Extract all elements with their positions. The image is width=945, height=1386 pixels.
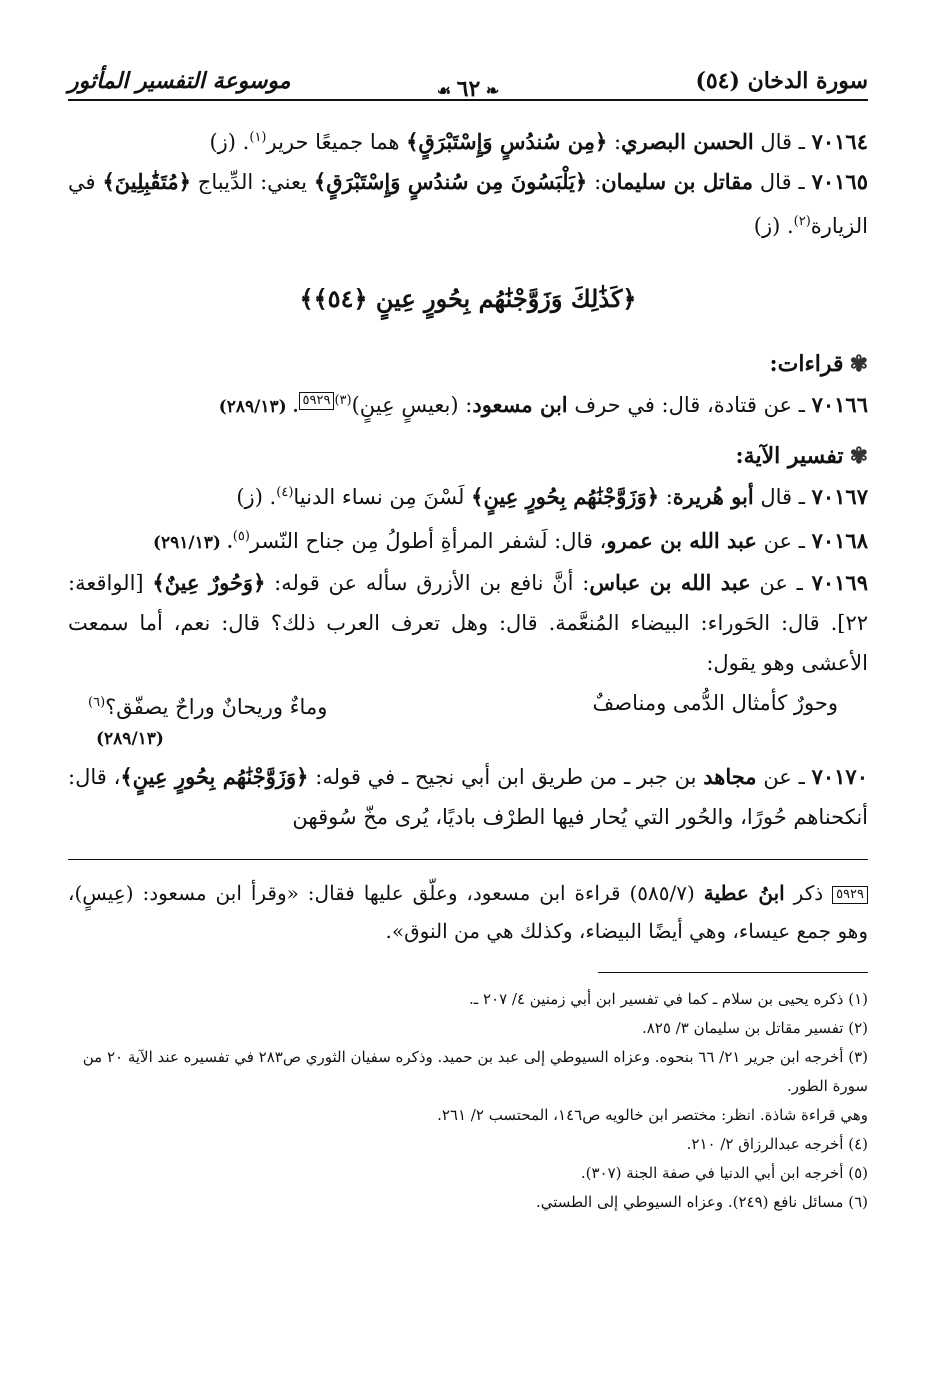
entry-70167: ٧٠١٦٧ ـ قال أبو هُريرة: ﴿وَزَوَّجْنَٰهُم بِحُورٍ عِينٍ﴾ لَسْنَ مِن نساء الدنيا$^{(٤)}$. (ز): [236, 484, 868, 509]
volume-ref: (٢٨٩/١٣): [96, 729, 164, 749]
entry-70166: ٧٠١٦٦ ـ عن قتادة، قال: في حرف ابن مسعود: (بعيسٍ عِينٍ)$^{(٣)}$٥٩٢٩. (٢٨٩/١٣): [218, 392, 868, 417]
quran-quote: ﴿وَزَوَّجْنَٰهُم بِحُورٍ عِينٍ﴾: [120, 764, 309, 789]
entry-70164: ٧٠١٦٤ ـ قال الحسن البصري: ﴿مِن سُندُسٍ وَإِسْتَبْرَقٍ﴾ هما جميعًا حرير$^{(١)}$. (ز): [209, 129, 868, 154]
footnote-ref: (٤): [276, 485, 294, 500]
footnote-ref: (٣): [334, 393, 352, 408]
section-readings: ✾قراءات:: [769, 351, 868, 377]
entry-70165: ٧٠١٦٥ ـ قال مقاتل بن سليمان: ﴿يَلْبَسُونَ مِن سُندُسٍ وَإِسْتَبْرَقٍ﴾ يعني: الدِّيباج ﴿مُتَقَٰبِلِينَ﴾ في الزيارة$^{(٢)}$. (ز): [68, 169, 868, 238]
page-number: ❧ ٦٢ ☙: [436, 76, 500, 102]
volume-ref: . (٢٨٩/١٣): [218, 397, 299, 417]
poem-first-hemistich: وحورٌ كأمثال الدُّمى ومناصفٌ: [592, 691, 838, 715]
footnote: (٢) تفسير مقاتل بن سليمان ٣/ ٨٢٥.: [641, 1019, 868, 1037]
footnote: (١) ذكره يحيى بن سلام ـ كما في تفسير ابن أبي زمنين ٤/ ٢٠٧ ـ.: [469, 990, 868, 1008]
footnote: (٣) أخرجه ابن جرير ٢١/ ٦٦ بنحوه. وعزاه السيوطي إلى عبد بن حميد. وذكره سفيان الثوري ص٢٨٣ في تفسيره عند الآية ٢٠ من سورة الطور.: [82, 1048, 868, 1095]
entry-70170: ٧٠١٧٠ ـ عن مجاهد بن جبر ـ من طريق ابن أبي نجيح ـ في قوله: ﴿وَزَوَّجْنَٰهُم بِحُورٍ عِينٍ﴾، قال: أنكحناهم حُورًا، والحُور التي يُحار فيها الطرْف باديًا، يُرى مخّ سُوقهن: [68, 764, 868, 829]
quran-verse: ﴿كَذَٰلِكَ وَزَوَّجْنَٰهُم بِحُورٍ عِينٍ ﴿٥٤﴾﴾: [299, 284, 637, 313]
quran-quote: ﴿وَحُورٌ عِينٌ﴾: [152, 570, 266, 595]
flower-icon: ✾: [849, 351, 868, 377]
flower-icon: ✾: [849, 443, 868, 469]
footnote-ref: (٥): [232, 529, 250, 544]
footnote: وهي قراءة شاذة. انظر: مختصر ابن خالويه ص١٤٦، المحتسب ٢/ ٢٦١.: [437, 1106, 868, 1124]
footnote-divider: [598, 972, 868, 973]
footnote-ref: (١): [249, 130, 267, 145]
editor-note: ٥٩٢٩ ذكر ابنُ عطية (٥٨٥/٧) قراءة ابن مسعود، وعلّق عليها فقال: «وقرأ ابن مسعود: (عِيسٍ)، وهو جمع عيساء، وهي أيضًا البيضاء، وكذلك هي من النوق».: [68, 881, 868, 943]
footnotes: [68, 985, 868, 1217]
ornament-icon: ❧: [480, 81, 500, 100]
quran-quote: ﴿وَزَوَّجْنَٰهُم بِحُورٍ عِينٍ﴾: [471, 484, 660, 509]
quran-quote: ﴿مِن سُندُسٍ وَإِسْتَبْرَقٍ﴾: [406, 129, 608, 154]
page: [68, 60, 868, 1217]
poem-second-hemistich: وماءٌ وريحانٌ وراحٌ يصفّق؟$^{(٦)}$: [88, 695, 328, 719]
entry-70169: ٧٠١٦٩ ـ عن عبد الله بن عباس: أنَّ نافع بن الأزرق سأله عن قوله: ﴿وَحُورٌ عِينٌ﴾ [الواقعة: ٢٢]. قال: الحَوراء: البيضاء المُنعَّمة. قال: وهل تعرف العرب ذلك؟ قال: نعم، أما سمعت الأعشى وهو يقول:: [68, 570, 868, 675]
footnote: (٤) أخرجه عبدالرزاق ٢/ ٢١٠.: [686, 1135, 868, 1153]
footnote-ref: (٢): [793, 214, 811, 229]
footnote: (٦) مسائل نافع (٢٤٩). وعزاه السيوطي إلى الطستي.: [535, 1193, 868, 1211]
header-rule: [68, 99, 868, 101]
editor-note-divider: [68, 859, 868, 860]
surah-header: سورة الدخان (٥٤): [695, 68, 868, 94]
footnote-ref: (٦): [88, 695, 106, 710]
volume-ref: . (٢٩١/١٣): [152, 533, 233, 553]
footnote: (٥) أخرجه ابن أبي الدنيا في صفة الجنة (٣٠٧).: [580, 1164, 868, 1182]
editor-note-ref: ٥٩٢٩: [299, 392, 335, 410]
book-title: موسوعة التفسير المأثور: [68, 68, 291, 94]
running-header: [68, 60, 868, 104]
quran-quote: ﴿مُتَقَٰبِلِينَ﴾: [102, 169, 191, 194]
ornament-icon: ☙: [436, 81, 457, 100]
entry-70168: ٧٠١٦٨ ـ عن عبد الله بن عمرو، قال: لَشفر المرأةِ أطولُ مِن جناح النّسر$^{(٥)}$. (٢٩١/١٣): [152, 528, 868, 553]
section-tafsir: ✾تفسير الآية:: [735, 443, 868, 469]
editor-note-number: ٥٩٢٩: [832, 886, 868, 904]
poem-verse: [68, 683, 868, 727]
quran-quote: ﴿يَلْبَسُونَ مِن سُندُسٍ وَإِسْتَبْرَقٍ﴾: [313, 169, 588, 194]
